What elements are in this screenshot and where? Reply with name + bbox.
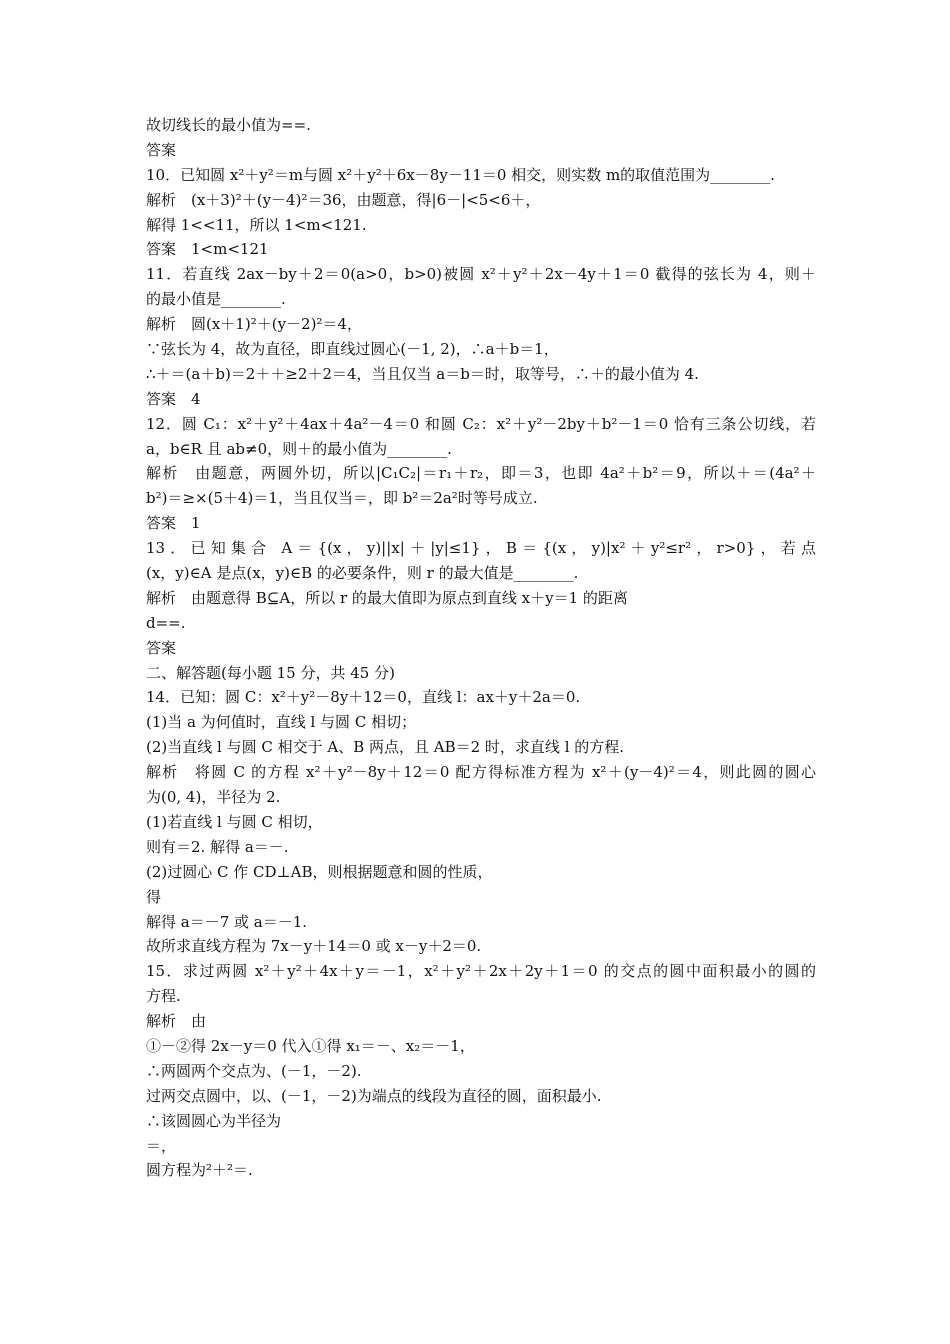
- section-heading: 二、解答题(每小题 15 分，共 45 分): [146, 663, 395, 682]
- text-line: 故切线长的最小值为==.: [146, 116, 311, 134]
- question-10: 10．已知圆 x²＋y²＝m与圆 x²＋y²＋6x－8y－11＝0 相交，则实数 m的取值范围为________.: [146, 165, 775, 184]
- question-14-part-1: (1)当 a 为何值时，直线 l 与圆 C 相切；: [146, 713, 417, 732]
- solution-line: ∴＋＝(a＋b)＝2＋＋≥2＋2＝4，当且仅当 a＝b＝时，取等号，∴＋的最小值为 4.: [146, 364, 699, 383]
- solution-line: 故所求直线方程为 7x－y＋14＝0 或 x－y＋2＝0.: [146, 937, 482, 956]
- question-12: 12．圆 C₁：x²＋y²＋4ax＋4a²－4＝0 和圆 C₂：x²＋y²－2by＋b²－1＝0 恰有三条公切线，若: [146, 414, 816, 433]
- solution-line: 则有＝2. 解得 a＝－.: [146, 837, 289, 856]
- solution-line: 解析 圆(x＋1)²＋(y－2)²＝4，: [146, 315, 362, 334]
- question-15-cont: 方程.: [146, 987, 181, 1006]
- question-14: 14．已知：圆 C：x²＋y²－8y＋12＝0，直线 l：ax＋y＋2a＝0.: [146, 688, 581, 707]
- solution-line: 解得 a＝－7 或 a＝－1.: [146, 912, 308, 931]
- solution-line: ＝，: [146, 1136, 177, 1155]
- answer-line: 答案 1<m<121: [146, 240, 269, 259]
- solution-line: d==.: [146, 613, 186, 632]
- answer-line: 答案 1: [146, 514, 201, 533]
- question-13: 13．已知集合 A＝{(x，y)||x|＋|y|≤1}，B＝{(x，y)|x²＋y²≤r²，r>0}，若点: [146, 539, 816, 558]
- solution-line: 解得 1<<11，所以 1<m<121.: [146, 215, 367, 234]
- solution-line: ∵弦长为 4，故为直径，即直线过圆心(－1, 2)，∴a＋b＝1，: [146, 340, 559, 359]
- question-15: 15．求过两圆 x²＋y²＋4x＋y＝－1，x²＋y²＋2x＋2y＋1＝0 的交点的圆中面积最小的圆的: [146, 962, 816, 981]
- solution-line: 为(0, 4)，半径为 2.: [146, 788, 281, 807]
- solution-line: ∴两圆两个交点为、(－1，－2).: [146, 1061, 362, 1080]
- answer-label: 答案: [146, 638, 177, 657]
- question-11-cont: 的最小值是________.: [146, 290, 286, 309]
- solution-line: (2)过圆心 C 作 CD⊥AB，则根据题意和圆的性质，: [146, 862, 493, 881]
- solution-line: ①－②得 2x－y＝0 代入①得 x₁＝－、x₂＝－1，: [146, 1036, 475, 1055]
- solution-line: 解析 (x＋3)²＋(y－4)²＝36，由题意，得|6－|<5<6＋，: [146, 190, 541, 209]
- question-11: 11．若直线 2ax－by＋2＝0(a>0，b>0)被圆 x²＋y²＋2x－4y＋1＝0 截得的弦长为 4，则＋: [146, 265, 816, 284]
- question-13-cont: (x，y)∈A 是点(x，y)∈B 的必要条件，则 r 的最大值是________.: [146, 564, 579, 583]
- answer-label: 答案: [146, 140, 177, 159]
- solution-line: b²)＝≥×(5＋4)＝1，当且仅当＝，即 b²＝2a²时等号成立.: [146, 489, 538, 508]
- document-body: [146, 113, 816, 1183]
- solution-line: 解析 由题意得 B⊆A，所以 r 的最大值即为原点到直线 x＋y＝1 的距离: [146, 588, 628, 607]
- solution-line: ∴该圆圆心为半径为: [146, 1111, 282, 1130]
- solution-line: 圆方程为²＋²＝.: [146, 1161, 253, 1180]
- solution-line: 解析 由: [146, 1012, 207, 1031]
- answer-line: 答案 4: [146, 389, 201, 408]
- solution-line: 解析 由题意，两圆外切，所以|C₁C₂|＝r₁＋r₂，即＝3，也即 4a²＋b²＝9，所以＋＝(4a²＋: [146, 464, 816, 483]
- solution-line: 解析 将圆 C 的方程 x²＋y²－8y＋12＝0 配方得标准方程为 x²＋(y－4)²＝4，则此圆的圆心: [146, 763, 816, 782]
- question-14-part-2: (2)当直线 l 与圆 C 相交于 A、B 两点，且 AB＝2 时，求直线 l 的方程.: [146, 738, 625, 757]
- solution-line: 过两交点圆中，以、(－1，－2)为端点的线段为直径的圆，面积最小.: [146, 1086, 602, 1105]
- solution-line: (1)若直线 l 与圆 C 相切，: [146, 812, 323, 831]
- question-12-cont: a，b∈R 且 ab≠0，则＋的最小值为________.: [146, 439, 452, 458]
- solution-line: 得: [146, 887, 162, 906]
